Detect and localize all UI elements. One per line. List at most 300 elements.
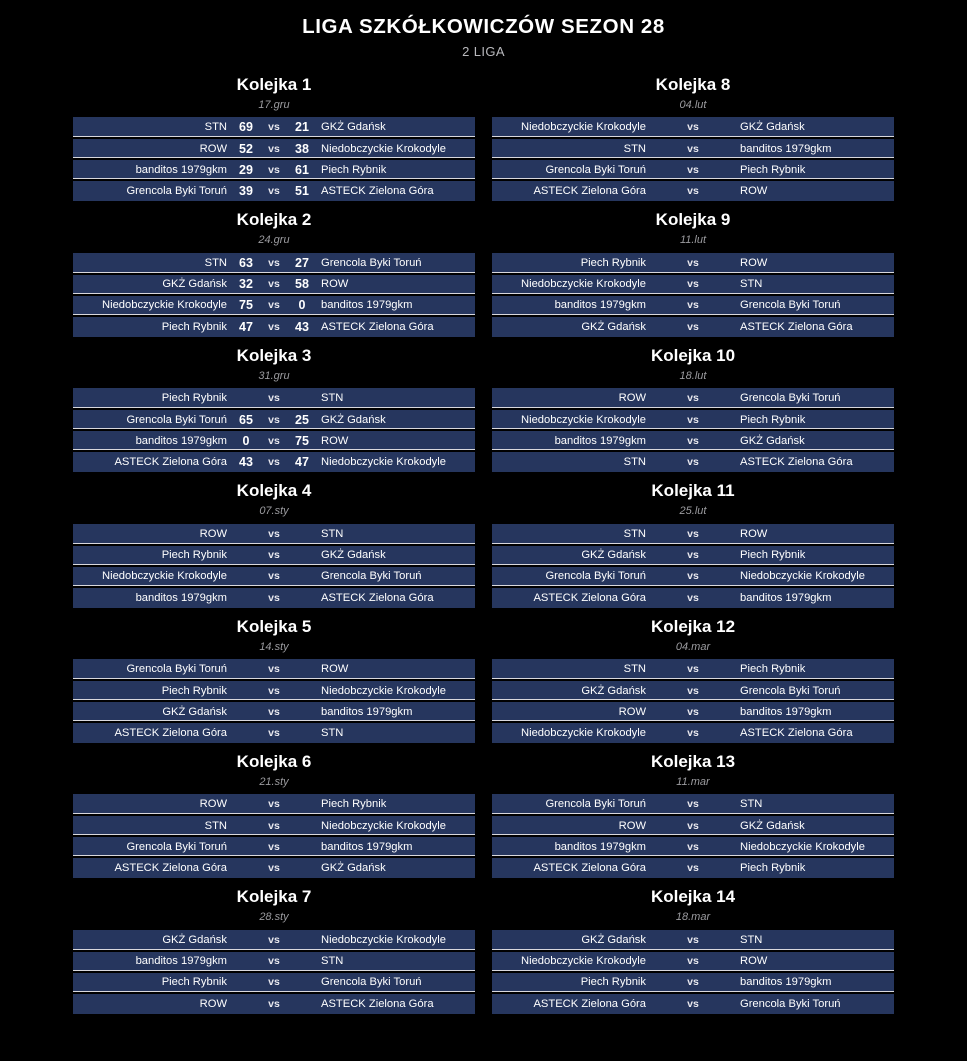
round-title: Kolejka 1 [236,74,312,94]
match-home-team: Grencola Byki Toruń [73,659,233,680]
table-row[interactable] [492,388,894,409]
match-away-team: ASTECK Zielona Góra [315,587,475,608]
match-away-score [289,857,315,878]
match-vs-label: vs [678,316,708,337]
match-away-score [708,388,734,409]
match-away-team: Grencola Byki Toruń [315,253,475,274]
round-block [73,475,475,607]
match-home-score [652,972,678,993]
match-home-score: 52 [233,138,259,159]
round-block [73,204,475,336]
match-home-team: banditos 1979gkm [73,951,233,972]
match-vs-label: vs [259,794,289,815]
match-home-score [652,951,678,972]
round-date: 24.gru [258,234,290,247]
table-row[interactable] [73,972,475,993]
match-home-team: Piech Rybnik [492,972,652,993]
match-home-team: Niedobczyckie Krokodyle [73,566,233,587]
match-home-score [652,857,678,878]
match-away-score [289,701,315,722]
match-vs-label: vs [259,545,289,566]
table-row[interactable] [73,316,475,337]
table-row[interactable] [492,722,894,743]
match-away-team: GKŻ Gdańsk [734,430,894,451]
match-vs-label: vs [678,430,708,451]
match-away-score: 25 [289,409,315,430]
match-vs-label: vs [259,836,289,857]
match-away-team: GKŻ Gdańsk [734,117,894,138]
table-row[interactable] [492,316,894,337]
match-away-score [708,794,734,815]
table-row[interactable] [73,701,475,722]
match-away-score [708,451,734,472]
match-home-team: Piech Rybnik [73,972,233,993]
match-vs-label: vs [678,274,708,295]
match-home-score [652,722,678,743]
match-vs-label: vs [678,701,708,722]
table-row[interactable] [73,951,475,972]
match-home-team: ASTECK Zielona Góra [492,587,652,608]
match-home-team: ASTECK Zielona Góra [73,857,233,878]
match-vs-label: vs [678,722,708,743]
match-away-team: Piech Rybnik [734,409,894,430]
match-away-score: 43 [289,316,315,337]
match-vs-label: vs [259,566,289,587]
match-home-team: ROW [73,138,233,159]
match-away-score [708,316,734,337]
table-row[interactable] [492,274,894,295]
table-row[interactable] [73,295,475,316]
match-away-score [708,701,734,722]
match-away-team: Niedobczyckie Krokodyle [315,138,475,159]
match-away-team: ASTECK Zielona Góra [315,180,475,201]
round-title: Kolejka 10 [650,345,736,365]
table-row[interactable] [492,972,894,993]
round-date: 14.sty [259,640,289,653]
match-vs-label: vs [678,295,708,316]
table-row[interactable] [492,180,894,201]
round-date: 11.lut [679,234,707,247]
match-vs-label: vs [259,117,289,138]
round-date: 18.mar [675,911,711,924]
match-home-score [233,836,259,857]
match-vs-label: vs [259,180,289,201]
match-home-score [652,815,678,836]
match-home-score [652,430,678,451]
round-block [73,881,475,1013]
match-away-score [289,566,315,587]
match-home-score [652,388,678,409]
round-date: 28.sty [259,911,289,924]
match-away-score [708,180,734,201]
table-row[interactable] [492,138,894,159]
match-home-score [233,587,259,608]
table-row[interactable] [73,930,475,951]
match-away-team: ASTECK Zielona Góra [315,316,475,337]
match-home-score [652,159,678,180]
match-away-score [708,722,734,743]
match-vs-label: vs [259,951,289,972]
match-away-team: STN [315,388,475,409]
match-vs-label: vs [259,430,289,451]
match-home-score: 43 [233,451,259,472]
round-block [492,746,894,878]
table-row[interactable] [492,930,894,951]
match-away-score [289,951,315,972]
match-home-score: 39 [233,180,259,201]
match-vs-label: vs [678,857,708,878]
match-away-score [708,545,734,566]
match-home-score: 69 [233,117,259,138]
match-away-team: Grencola Byki Toruń [315,972,475,993]
round-date: 21.sty [259,775,289,788]
table-row[interactable] [73,857,475,878]
table-row[interactable] [492,409,894,430]
round-date: 31.gru [258,369,290,382]
table-row[interactable] [492,524,894,545]
match-home-team: Grencola Byki Toruń [73,836,233,857]
table-row[interactable] [492,566,894,587]
fixtures-table [73,388,475,472]
round-block [73,340,475,472]
table-row[interactable] [73,680,475,701]
match-home-score [233,680,259,701]
match-home-team: ROW [492,388,652,409]
match-vs-label: vs [259,659,289,680]
match-home-team: GKŻ Gdańsk [492,680,652,701]
match-home-score [233,930,259,951]
match-home-team: Niedobczyckie Krokodyle [492,117,652,138]
match-home-team: STN [492,659,652,680]
table-row[interactable] [492,836,894,857]
match-away-team: Grencola Byki Toruń [315,566,475,587]
match-away-team: ASTECK Zielona Góra [734,316,894,337]
round-block [73,746,475,878]
match-away-score [708,857,734,878]
match-away-score: 21 [289,117,315,138]
match-vs-label: vs [259,524,289,545]
table-row[interactable] [492,659,894,680]
match-away-team: Niedobczyckie Krokodyle [734,566,894,587]
match-away-score [708,972,734,993]
match-away-score: 61 [289,159,315,180]
match-away-team: STN [315,722,475,743]
match-vs-label: vs [678,409,708,430]
match-away-team: STN [734,794,894,815]
match-away-score [708,409,734,430]
match-vs-label: vs [678,794,708,815]
match-away-team: ROW [315,274,475,295]
match-away-score: 27 [289,253,315,274]
match-home-team: ROW [492,701,652,722]
table-row[interactable] [492,701,894,722]
table-row[interactable] [492,993,894,1014]
match-home-team: Piech Rybnik [492,253,652,274]
match-home-team: Grencola Byki Toruń [73,409,233,430]
match-away-team: ROW [734,524,894,545]
match-home-score [652,180,678,201]
match-vs-label: vs [678,159,708,180]
round-block [492,69,894,201]
match-home-score: 32 [233,274,259,295]
match-away-score [708,430,734,451]
round-date: 17.gru [258,98,290,111]
match-home-team: Niedobczyckie Krokodyle [73,295,233,316]
match-away-score [289,545,315,566]
match-vs-label: vs [678,993,708,1014]
match-away-score [708,274,734,295]
match-home-score: 0 [233,430,259,451]
match-away-team: banditos 1979gkm [734,587,894,608]
match-away-score [289,815,315,836]
table-row[interactable] [492,295,894,316]
rounds-columns [0,69,967,1017]
match-away-score [289,972,315,993]
table-row[interactable] [73,815,475,836]
match-away-team: STN [315,951,475,972]
match-away-team: ROW [315,659,475,680]
table-row[interactable] [492,451,894,472]
match-away-score [708,566,734,587]
match-home-score [233,545,259,566]
table-row[interactable] [492,587,894,608]
match-home-score [233,566,259,587]
match-home-team: ROW [73,524,233,545]
match-vs-label: vs [259,388,289,409]
match-away-team: ROW [734,951,894,972]
rounds-column-left [73,69,475,1017]
match-vs-label: vs [259,722,289,743]
table-row[interactable] [492,794,894,815]
match-away-team: Piech Rybnik [734,857,894,878]
match-home-team: GKŻ Gdańsk [73,701,233,722]
match-away-score [708,159,734,180]
match-vs-label: vs [678,587,708,608]
match-home-score [233,794,259,815]
match-home-score: 29 [233,159,259,180]
table-row[interactable] [73,794,475,815]
match-home-score [233,951,259,972]
match-away-team: banditos 1979gkm [315,701,475,722]
match-vs-label: vs [678,566,708,587]
match-vs-label: vs [259,701,289,722]
match-away-team: ASTECK Zielona Góra [734,451,894,472]
match-home-team: STN [73,117,233,138]
match-home-score [233,857,259,878]
match-away-team: STN [734,274,894,295]
match-away-score [708,524,734,545]
match-home-score [233,524,259,545]
match-vs-label: vs [678,680,708,701]
match-away-score [289,388,315,409]
match-home-team: Grencola Byki Toruń [73,180,233,201]
match-home-score [652,274,678,295]
table-row[interactable] [73,388,475,409]
match-home-score [233,815,259,836]
match-away-score [708,138,734,159]
match-away-score [289,930,315,951]
fixtures-table [492,794,894,878]
round-title: Kolejka 13 [650,752,736,772]
round-title: Kolejka 3 [236,345,312,365]
fixtures-table [492,117,894,201]
table-row[interactable] [73,117,475,138]
match-vs-label: vs [259,316,289,337]
match-home-score [652,295,678,316]
match-away-team: STN [315,524,475,545]
match-away-team: Grencola Byki Toruń [734,993,894,1014]
match-home-team: ASTECK Zielona Góra [492,993,652,1014]
table-row[interactable] [492,815,894,836]
match-home-score [652,524,678,545]
table-row[interactable] [73,993,475,1014]
table-row[interactable] [492,951,894,972]
table-row[interactable] [492,253,894,274]
match-away-team: Piech Rybnik [734,545,894,566]
round-title: Kolejka 14 [650,887,736,907]
match-away-team: Piech Rybnik [734,159,894,180]
match-home-score [233,722,259,743]
fixtures-table [492,388,894,472]
table-row[interactable] [492,159,894,180]
match-vs-label: vs [678,117,708,138]
match-vs-label: vs [678,451,708,472]
round-title: Kolejka 4 [236,481,312,501]
table-row[interactable] [492,430,894,451]
match-home-team: ROW [73,794,233,815]
match-away-score [708,117,734,138]
match-away-team: GKŻ Gdańsk [315,545,475,566]
match-away-team: STN [734,930,894,951]
match-home-score [652,993,678,1014]
match-vs-label: vs [678,545,708,566]
table-row[interactable] [73,409,475,430]
match-vs-label: vs [259,138,289,159]
match-home-team: Grencola Byki Toruń [492,794,652,815]
fixtures-table [73,659,475,743]
match-home-team: Grencola Byki Toruń [492,566,652,587]
table-row[interactable] [73,138,475,159]
match-home-team: Piech Rybnik [73,545,233,566]
round-block [492,475,894,607]
table-row[interactable] [73,722,475,743]
match-home-score [652,566,678,587]
table-row[interactable] [73,587,475,608]
table-row[interactable] [492,545,894,566]
match-home-team: Piech Rybnik [73,388,233,409]
round-title: Kolejka 9 [655,210,731,230]
match-home-team: Grencola Byki Toruń [492,159,652,180]
match-home-team: Niedobczyckie Krokodyle [492,274,652,295]
table-row[interactable] [73,566,475,587]
match-home-score [652,680,678,701]
match-home-team: ASTECK Zielona Góra [492,857,652,878]
round-title: Kolejka 7 [236,887,312,907]
match-away-score [289,722,315,743]
match-away-score [708,587,734,608]
match-away-score [289,587,315,608]
match-vs-label: vs [259,253,289,274]
match-home-score [652,794,678,815]
match-away-score [289,993,315,1014]
match-vs-label: vs [259,993,289,1014]
table-row[interactable] [492,857,894,878]
match-home-score: 75 [233,295,259,316]
table-row[interactable] [73,545,475,566]
match-home-score [233,993,259,1014]
match-vs-label: vs [259,274,289,295]
match-away-score: 0 [289,295,315,316]
match-away-score: 75 [289,430,315,451]
match-home-team: GKŻ Gdańsk [73,274,233,295]
match-vs-label: vs [678,388,708,409]
match-home-team: Piech Rybnik [73,680,233,701]
match-home-score [233,701,259,722]
round-date: 04.lut [679,98,707,111]
match-home-score [652,316,678,337]
fixtures-table [492,930,894,1014]
match-home-score [652,587,678,608]
match-vs-label: vs [678,180,708,201]
match-away-score [708,930,734,951]
match-home-team: banditos 1979gkm [492,430,652,451]
match-away-team: ROW [315,430,475,451]
match-home-team: Niedobczyckie Krokodyle [492,409,652,430]
league-subtitle: 2 LIGA [462,43,505,59]
match-away-team: Niedobczyckie Krokodyle [315,815,475,836]
table-row[interactable] [73,524,475,545]
match-vs-label: vs [259,451,289,472]
match-vs-label: vs [259,587,289,608]
match-home-score [652,117,678,138]
table-row[interactable] [73,430,475,451]
fixtures-table [73,117,475,201]
table-row[interactable] [73,253,475,274]
match-away-team: Grencola Byki Toruń [734,388,894,409]
fixtures-table [492,253,894,337]
round-title: Kolejka 8 [655,74,731,94]
match-home-score [652,701,678,722]
table-row[interactable] [73,836,475,857]
match-vs-label: vs [259,159,289,180]
match-away-score [708,836,734,857]
match-home-team: banditos 1979gkm [73,159,233,180]
round-block [492,204,894,336]
round-block [73,69,475,201]
table-row[interactable] [492,117,894,138]
match-away-score [708,815,734,836]
match-vs-label: vs [259,409,289,430]
match-away-score [708,951,734,972]
match-away-score [708,680,734,701]
table-row[interactable] [73,274,475,295]
match-vs-label: vs [678,659,708,680]
table-row[interactable] [73,659,475,680]
table-row[interactable] [492,680,894,701]
table-row[interactable] [73,180,475,201]
match-home-score [233,388,259,409]
match-away-team: ASTECK Zielona Góra [315,993,475,1014]
match-vs-label: vs [678,253,708,274]
match-away-team: Niedobczyckie Krokodyle [734,836,894,857]
match-home-team: banditos 1979gkm [73,587,233,608]
table-row[interactable] [73,451,475,472]
match-home-team: STN [492,524,652,545]
match-home-score: 63 [233,253,259,274]
fixtures-table [73,253,475,337]
match-home-team: GKŻ Gdańsk [492,316,652,337]
table-row[interactable] [73,159,475,180]
